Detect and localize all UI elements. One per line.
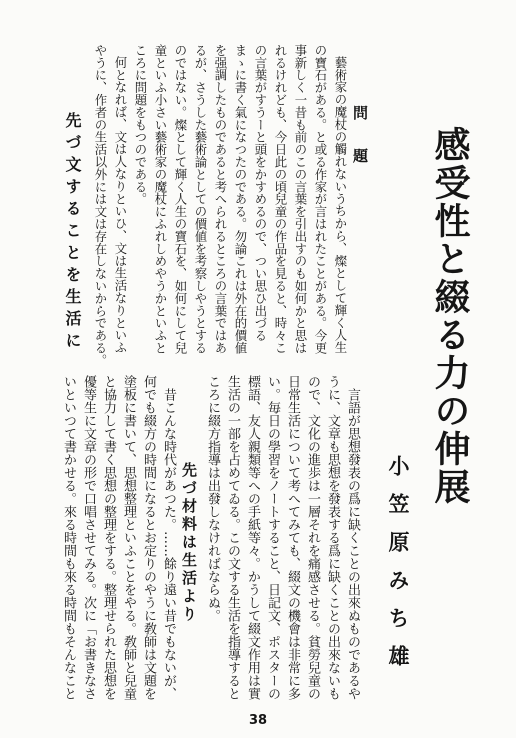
body-line: 標語、友人親類等への手紙等々。かうして綴文作用は實 bbox=[245, 375, 260, 700]
upper-tier bbox=[61, 44, 370, 367]
body-line: の言葉がすうーと頭をかすめるので、つい思ひ出づる bbox=[253, 44, 268, 342]
body-line: 優等生に文章の形で口唱させてみる。次に「お書きなさ bbox=[81, 375, 96, 700]
body-line: 藝術家の魔杖の觸れないうちから、燦として輝く人生 bbox=[333, 56, 348, 354]
section-heading: 先づ文することを生活に bbox=[63, 112, 82, 354]
body-line: れるけれども、今日此の頃兒童の作品を見ると、時々こ bbox=[273, 44, 288, 354]
body-line: やうに、作者の生活以外には文は存在しないからである。 bbox=[93, 44, 108, 367]
body-line: ので、文化の進歩は一層それを痛感させる。貧勞兒童の bbox=[305, 375, 320, 700]
body-line: いといつて書かせる。來る時間も來る時間もそんなこと bbox=[61, 375, 76, 700]
body-line: を强調したものであると考へられるところの言葉ではあ bbox=[213, 44, 228, 354]
body-line: ころに問題をもつのである。 bbox=[133, 44, 148, 206]
article-title: 感受性と綴る力の伸展 bbox=[429, 126, 471, 506]
body-line: 何となれば、文は人なりといひ、文は生活なりといふ bbox=[113, 56, 128, 354]
section-heading: 先づ材料は生活より bbox=[180, 462, 198, 624]
body-line: の寶石がある。と或る作家が言はれたことがある。今更 bbox=[313, 44, 328, 354]
body-line: うに、文章も思想を發表する爲に缺くことの出來ないも bbox=[325, 375, 340, 700]
body-line: 言語が思想發表の爲に缺くことの出來ぬものであるや bbox=[345, 388, 360, 700]
lower-tier bbox=[58, 375, 362, 701]
body-line: 何でも綴方の時間になるとお定りのやうに敎師は文題を bbox=[141, 375, 156, 700]
author-name: 小笠原みち雄 bbox=[386, 455, 411, 683]
body-line: まゝに書く氣になつたのである。勿論これは外在的價値 bbox=[233, 44, 248, 354]
body-line: ころに綴方指導は出發しなければならぬ。 bbox=[205, 375, 220, 622]
body-line: と協力して書く思想の整理をする。整理せられた思想を bbox=[101, 375, 116, 700]
body-line: 事新しく一昔も前のこの言葉を引出すのも如何かと思は bbox=[293, 44, 308, 354]
body-line: い。毎日の學習をノートすること、日記文、ポスターの bbox=[265, 375, 280, 700]
body-line: 生活の一部を占めてゐる。この文する生活を指導すると bbox=[225, 375, 240, 700]
body-line: 昔こんな時代があつた。……餘り遠い昔でもないが、 bbox=[161, 388, 176, 700]
body-line: のではない。燦として輝く人生の寶石を、如何にして兒 bbox=[173, 44, 188, 354]
body-line: 塗板に書いて、思想整理といふことをやる。敎師と兒童 bbox=[121, 375, 136, 700]
section-heading: 問題 bbox=[351, 105, 369, 191]
body-line: 童といふ小さい藝術家の魔杖にふれしめやうかといふと bbox=[153, 44, 168, 354]
page-number: 38 bbox=[248, 713, 268, 728]
body-line: るが、さうした藝術論としての價値を考察しやうとする bbox=[193, 44, 208, 354]
body-line: 日常生活について考へてみても、綴文の機會は非常に多 bbox=[285, 375, 300, 700]
